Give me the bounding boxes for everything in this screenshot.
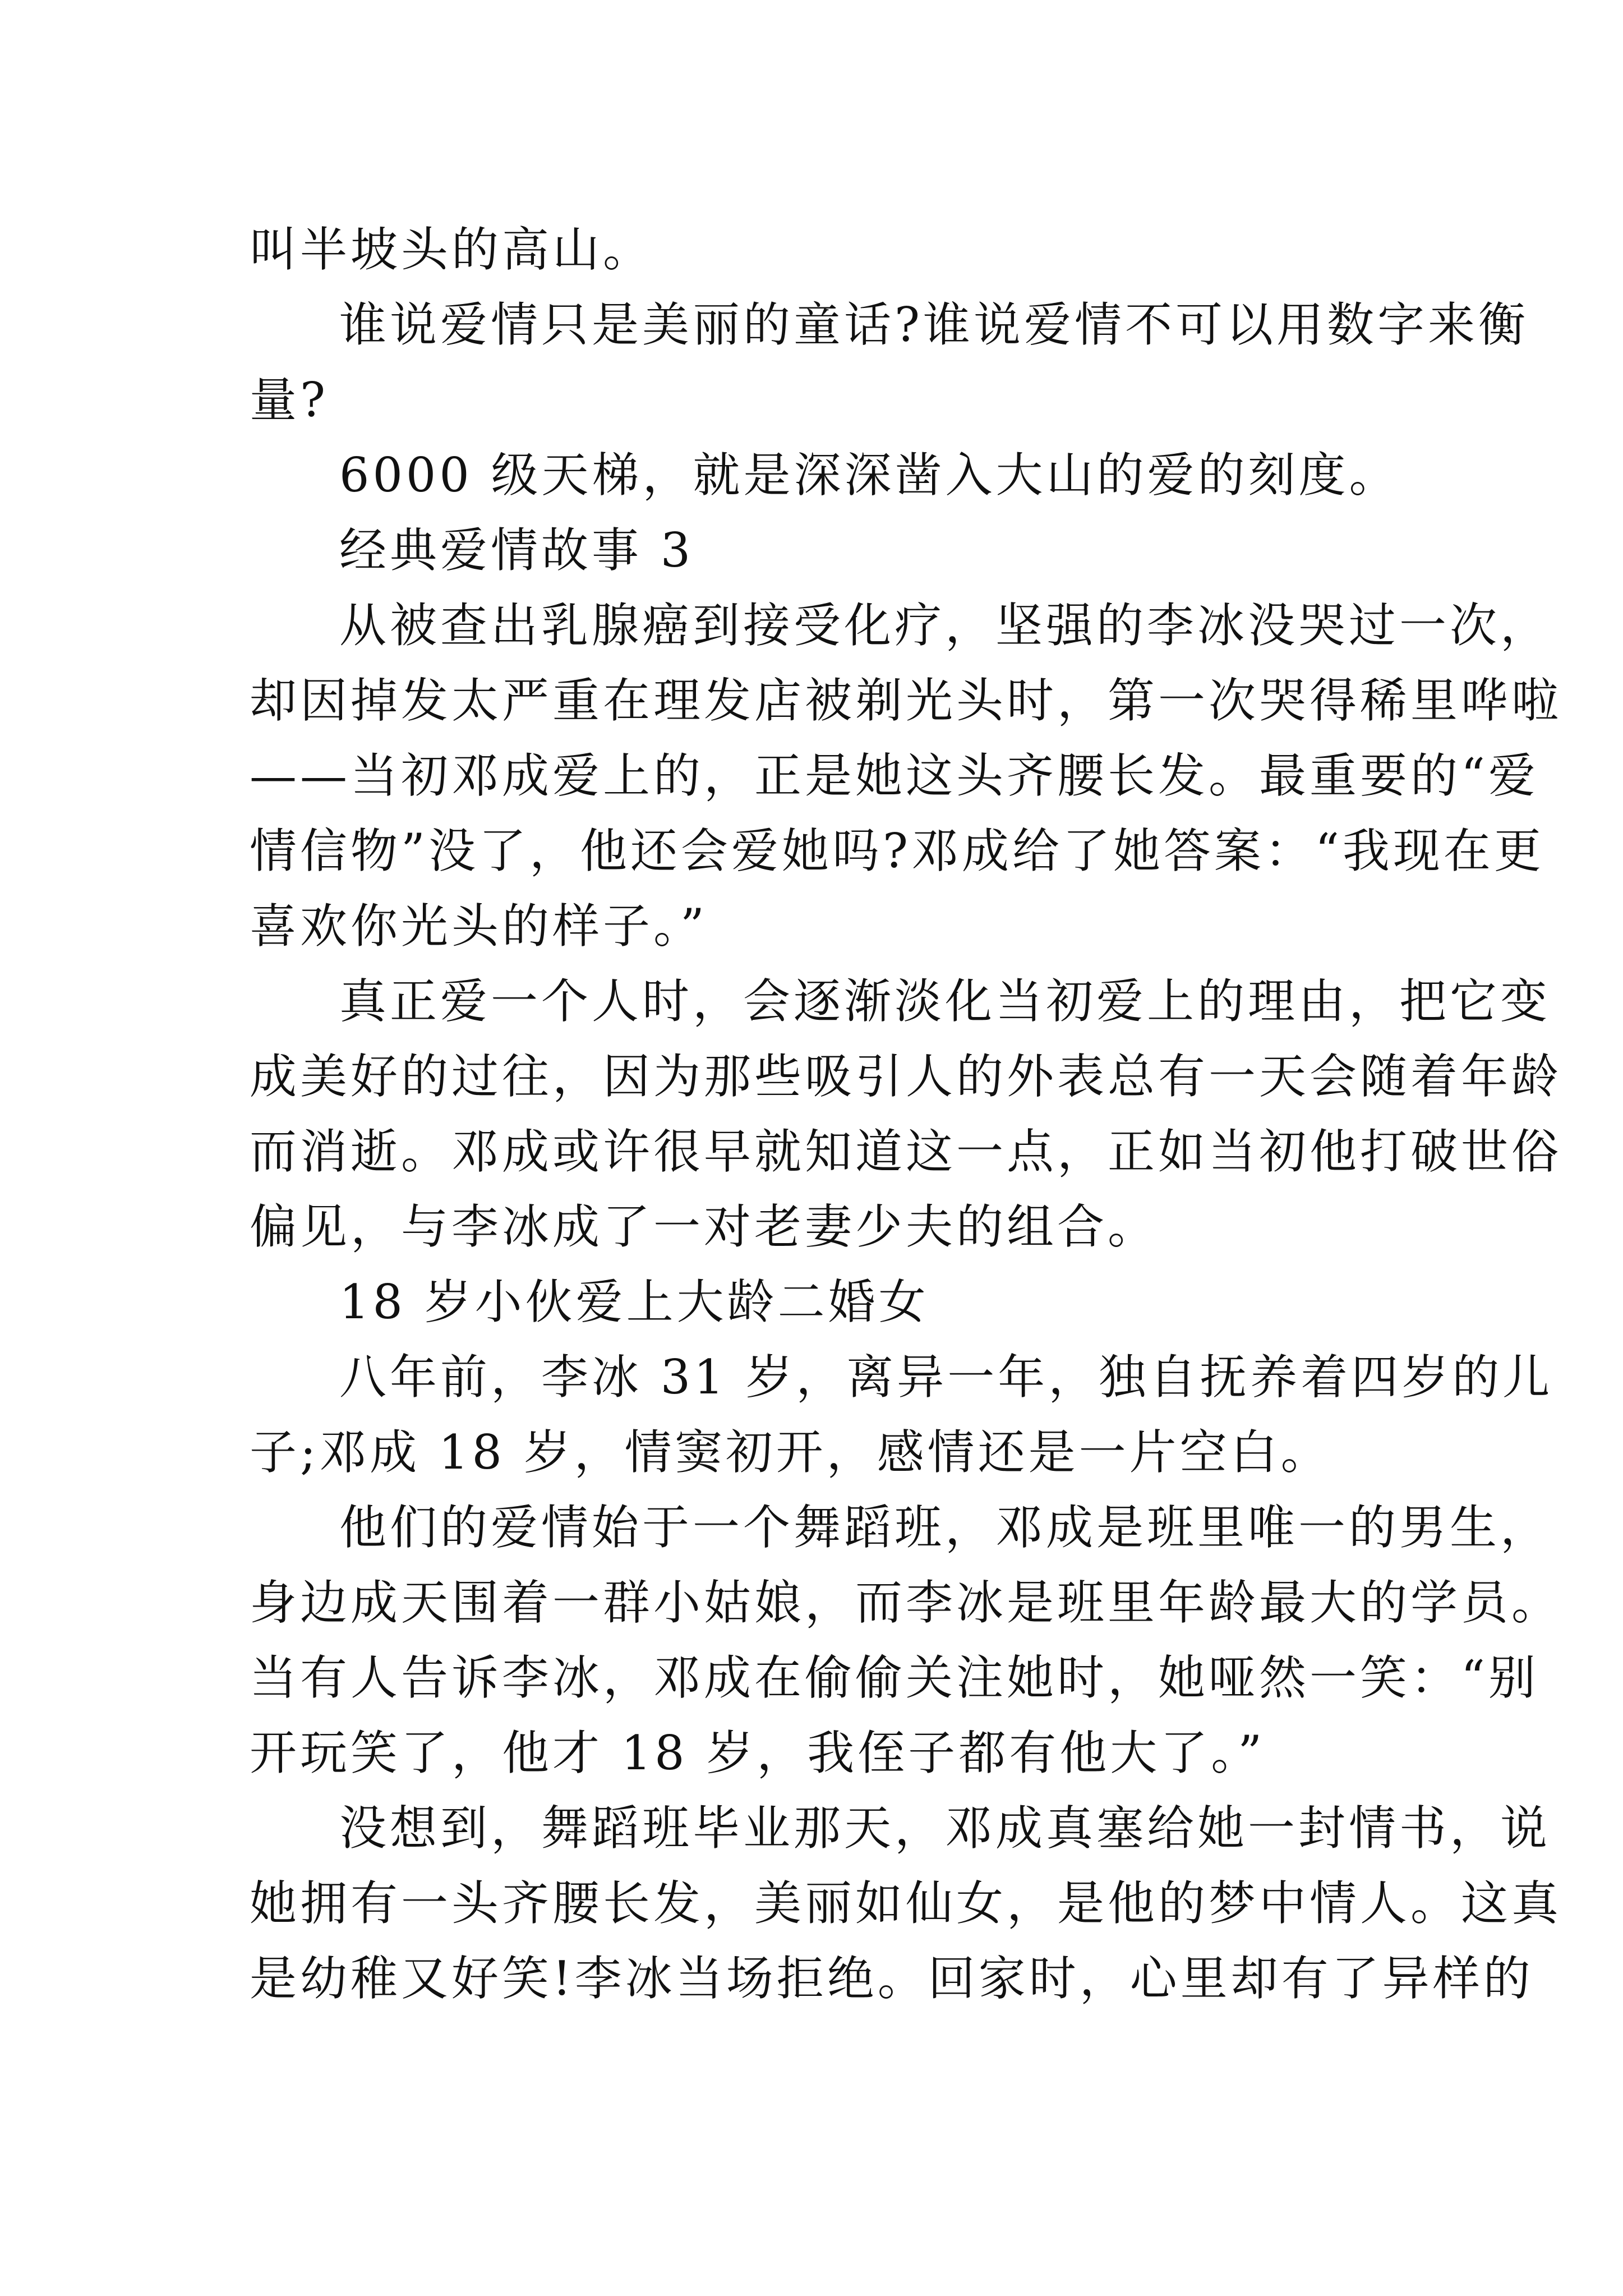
paragraph-line: 没想到，舞蹈班毕业那天，邓成真塞给她一封情书，说 xyxy=(339,1801,1551,1856)
paragraph-line: 从被查出乳腺癌到接受化疗，坚强的李冰没哭过一次， xyxy=(339,598,1551,653)
paragraph-line: 经典爱情故事 3 xyxy=(339,523,694,578)
paragraph-line: 叫半坡头的高山。 xyxy=(250,222,654,277)
paragraph xyxy=(250,1264,1382,1340)
paragraph-line: 成美好的过往，因为那些吸引人的外表总有一天会随着年龄 xyxy=(250,1049,1562,1104)
paragraph xyxy=(250,438,1400,513)
paragraph xyxy=(250,1490,1562,1791)
paragraph-line: 量? xyxy=(250,372,329,427)
paragraph xyxy=(250,588,1562,964)
paragraph xyxy=(250,1340,1553,1490)
paragraph xyxy=(250,287,1529,438)
paragraph-line: 6000 级天梯，就是深深凿入大山的爱的刻度。 xyxy=(339,448,1400,503)
paragraph-line: 而消逝。邓成或许很早就知道这一点，正如当初他打破世俗 xyxy=(250,1124,1562,1179)
paragraph-line: 情信物”没了，他还会爱她吗?邓成给了她答案：“我现在更 xyxy=(250,823,1544,878)
document-page xyxy=(250,212,1562,2016)
paragraph-line: 他们的爱情始于一个舞蹈班，邓成是班里唯一的男生， xyxy=(339,1500,1551,1555)
paragraph xyxy=(250,212,1382,287)
paragraph-line: 她拥有一头齐腰长发，美丽如仙女，是他的梦中情人。这真 xyxy=(250,1876,1562,1931)
paragraph-line: 谁说爱情只是美丽的童话?谁说爱情不可以用数字来衡 xyxy=(339,297,1529,352)
paragraph-line: 子;邓成 18 岁，情窦初开，感情还是一片空白。 xyxy=(250,1425,1331,1480)
paragraph-line: 当有人告诉李冰，邓成在偷偷关注她时，她哑然一笑：“别 xyxy=(250,1650,1539,1705)
paragraph xyxy=(250,1791,1562,2016)
paragraph-line: 真正爱一个人时，会逐渐淡化当初爱上的理由，把它变 xyxy=(339,974,1551,1029)
paragraph-line: ——当初邓成爱上的，正是她这头齐腰长发。最重要的“爱 xyxy=(250,748,1539,803)
paragraph-line: 身边成天围着一群小姑娘，而李冰是班里年龄最大的学员。 xyxy=(250,1575,1562,1630)
paragraph-line: 喜欢你光头的样子。” xyxy=(250,899,708,954)
paragraph-line: 却因掉发太严重在理发店被剃光头时，第一次哭得稀里哗啦 xyxy=(250,673,1562,728)
paragraph-line: 开玩笑了，他才 18 岁，我侄子都有他大了。” xyxy=(250,1726,1266,1780)
paragraph xyxy=(250,513,1382,588)
paragraph-line: 八年前，李冰 31 岁，离异一年，独自抚养着四岁的儿 xyxy=(339,1350,1553,1405)
paragraph xyxy=(250,964,1562,1264)
paragraph-line: 是幼稚又好笑!李冰当场拒绝。回家时，心里却有了异样的 xyxy=(250,1951,1534,2006)
paragraph-line: 18 岁小伙爱上大龄二婚女 xyxy=(339,1274,929,1329)
paragraph-line: 偏见，与李冰成了一对老妻少夫的组合。 xyxy=(250,1199,1159,1254)
